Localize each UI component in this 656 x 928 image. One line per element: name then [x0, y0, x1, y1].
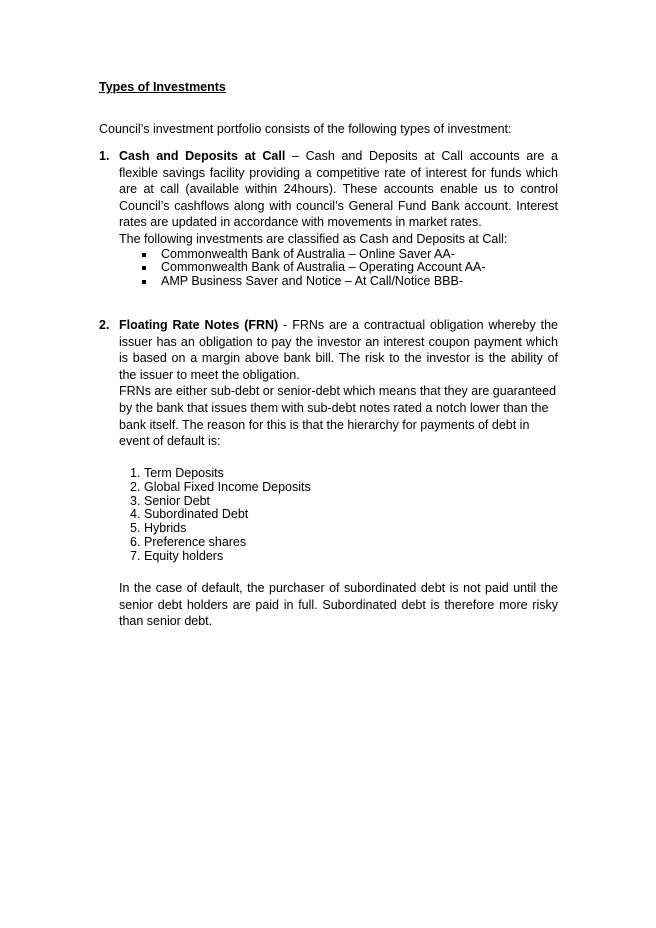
list-item: Commonwealth Bank of Australia – Online Saver AA-: [140, 248, 558, 262]
list-item: Commonwealth Bank of Australia – Operating Account AA-: [140, 261, 558, 275]
investment-item-cash-deposits: [99, 148, 559, 288]
item-heading: Cash and Deposits at Call: [119, 149, 286, 163]
list-item: 4. Subordinated Debt: [130, 507, 249, 522]
item-heading: Floating Rate Notes (FRN): [119, 318, 279, 332]
debt-hierarchy-list: [130, 467, 558, 564]
list-item: 5. Hybrids: [130, 521, 187, 536]
item-text: – Cash and Deposits at Call accounts are a flexible savings facility providing a competitive rate of interest for funds which are at call (available within 24hours). These accounts enable us to control Council’s cashflows along with council’s General Fund Bank account. Interest rates are updated in accordance with movements in market rates.: [119, 149, 558, 230]
item-number: 1.: [99, 149, 110, 163]
item-description: [119, 317, 558, 383]
classified-intro: The following investments are classified as Cash and Deposits at Call:: [119, 231, 508, 246]
item-description: [119, 148, 558, 231]
item-text: - FRNs are a contractual obligation whereby the issuer has an obligation to pay the investor an interest coupon payment which is based on a margin above bank bill. The risk to the investor is the ability of the issuer to meet the obligation.: [119, 318, 558, 382]
list-item: 1. Term Deposits: [130, 465, 224, 480]
intro-paragraph: Council’s investment portfolio consists of the following types of investment:: [99, 122, 512, 136]
item-body: [119, 148, 558, 288]
list-item: 7. Equity holders: [130, 549, 224, 564]
list-item: 2. Global Fixed Income Deposits: [130, 479, 311, 494]
frn-debt-paragraph: FRNs are either sub-debt or senior-debt which means that they are guaranteed by the bank that issues them with sub-debt notes rated a notch lower than the bank itself. The reason for this is that the hierarchy for payments of debt in event of default is:: [119, 384, 557, 449]
investment-item-frn: [99, 317, 559, 630]
bullet-list: [140, 248, 558, 289]
item-body: [119, 317, 558, 630]
list-item: 3. Senior Debt: [130, 493, 211, 508]
default-paragraph: In the case of default, the purchaser of subordinated debt is not paid until the senior debt holders are paid in full. Subordinated debt is therefore more risky than senior debt.: [119, 581, 558, 629]
list-item: AMP Business Saver and Notice – At Call/Notice BBB-: [140, 275, 558, 289]
list-item: 6. Preference shares: [130, 535, 247, 550]
section-title: Types of Investments: [99, 80, 226, 94]
item-number: 2.: [99, 318, 110, 332]
